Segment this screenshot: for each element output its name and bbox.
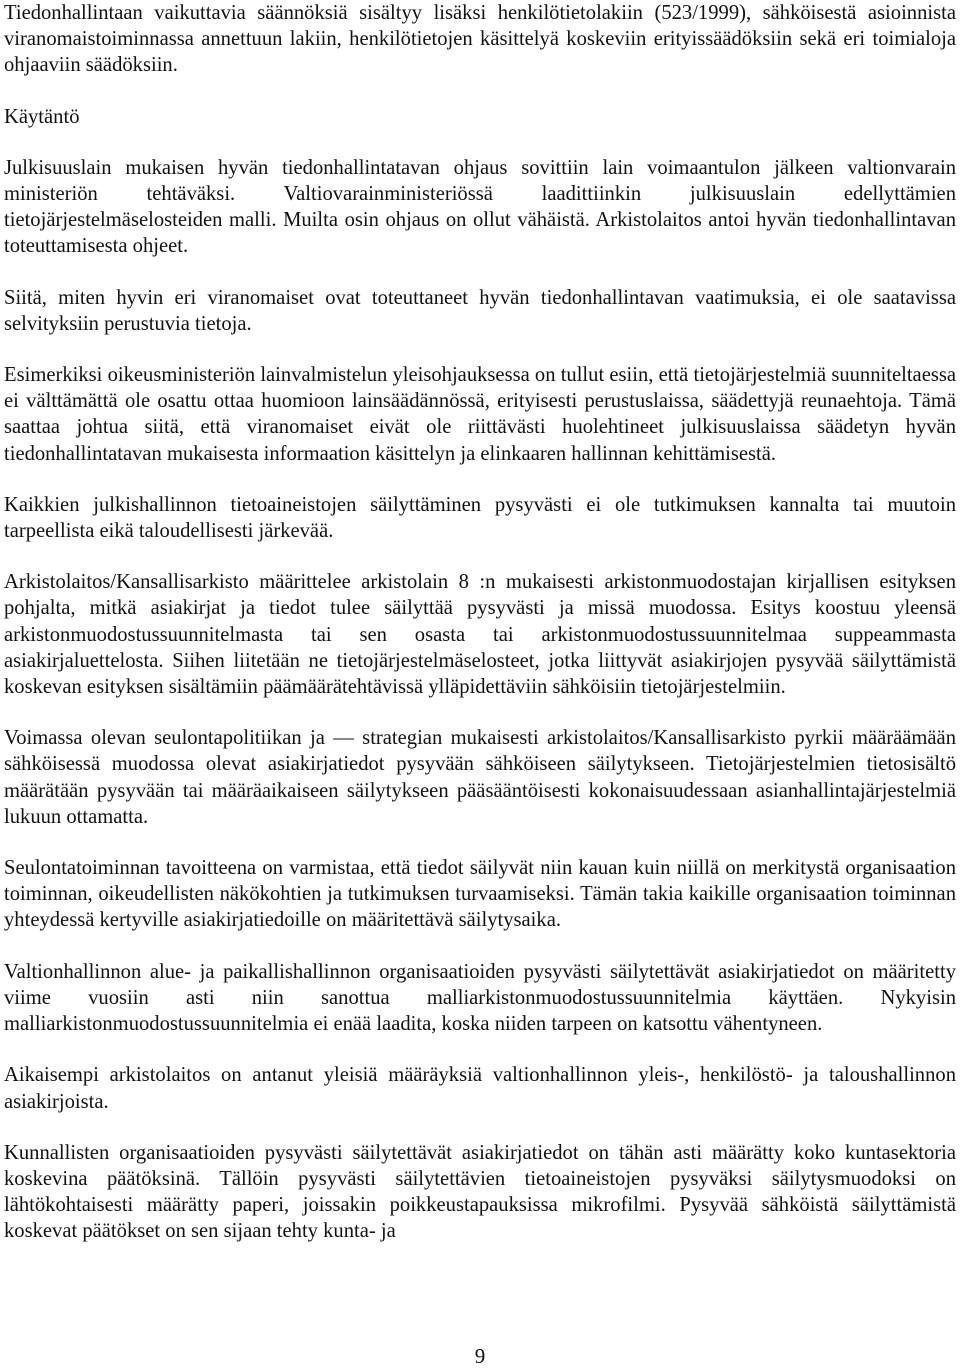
paragraph-regulations: Tiedonhallintaan vaikuttavia säännöksiä sisältyy lisäksi henkilötietolakiin (523/1999), sähköisestä asioinnista viranomaistoiminnassa annettuun lakiin, henkilötietojen käsittelyä koskeviin erityissäädöksiin sekä eri toimialoja ohjaaviin säädöksiin. [4,2,956,77]
paragraph-state-administration: Valtionhallinnon alue- ja paikallishallinnon organisaatioiden pysyvästi säilytettävät asiakirjatiedot on määritetty viime vuosiin asti niin sanottua malliarkistonmuodostussuunnitelmia käyttäen. Nykyisin malliarkistonmuodostussuunnitelmia ei enää laadita, koska niiden tarpeen on katsottu vähentyneen. [4,960,956,1036]
page-number: 9 [474,1344,486,1368]
paragraph-practice-guidance: Julkisuuslain mukaisen hyvän tiedonhallintatavan ohjaus sovittiin lain voimaantulon jälkeen valtionvarain ministeriön tehtäväksi. Valtiovarainministeriössä laadittiinkin julkisuuslain edellyttämien tietojärjestelmäselosteiden malli. Muilta osin ohjaus on ollut vähäistä. Arkistolaitos antoi hyvän tiedonhallintavan toteuttamisesta ohjeet. [4,156,956,258]
paragraph-appraisal-policy: Voimassa olevan seulontapolitiikan ja — strategian mukaisesti arkistolaitos/Kansallisarkisto pyrkii määräämään sähköisessä muodossa olevat asiakirjatiedot pysyvään sähköiseen säilytykseen. Tietojärjestelmien tietosisältö määrätään pysyvään tai määräaikaiseen säilytykseen pääsääntöisesti kokonaisuudessaan asianhallintajärjestelmiä lukuun ottamatta. [4,727,956,828]
paragraph-municipal: Kunnallisten organisaatioiden pysyvästi säilytettävät asiakirjatiedot on tähän asti määrätty koko kuntasektoria koskevina päätöksinä. Tällöin pysyvästi säilytettävien tietoaineistojen pysyväksi säilytysmuodoksi on lähtökohtaisesti määrätty paperi, joissakin poikkeustapauksissa mikrofilmi. Pysyvää sähköistä säilyttämistä koskevat päätökset on sen sijaan tehty kunta- ja [4,1141,956,1243]
paragraph-implementation: Siitä, miten hyvin eri viranomaiset ovat toteuttaneet hyvän tiedonhallintavan vaatimuksia, ei ole saatavissa selvityksiin perustuvia tietoja. [4,286,956,335]
paragraph-appraisal-goal: Seulontatoiminnan tavoitteena on varmistaa, että tiedot säilyvät niin kauan kuin niillä on merkitystä organisaation toiminnan, oikeudellisten näkökohtien ja tutkimuksen turvaamiseksi. Tämän takia kaikille organisaation toiminnan yhteydessä kertyville asiakirjatiedoille on määritettävä säilytysaika. [4,857,956,932]
section-heading-kaytanto: Käytäntö [4,105,80,128]
paragraph-example: Esimerkiksi oikeusministeriön lainvalmistelun yleisohjauksessa on tullut esiin, että tietojärjestelmiä suunniteltaessa ei välttämättä ole osattu ottaa huomioon lainsäädännössä, erityisesti perustuslaissa, säädettyjä reunaehtoja. Tämä saattaa johtua siitä, että viranomaiset eivät ole riittävästi huolehtineet julkisuuslaissa säädetyn hyvän tiedonhallintatavan mukaisesta informaation käsittelyn ja elinkaaren hallinnan kehittämisestä. [4,364,956,465]
paragraph-general-regulations: Aikaisempi arkistolaitos on antanut yleisiä määräyksiä valtionhallinnon yleis-, henkilöstö- ja taloushallinnon asiakirjoista. [4,1064,956,1113]
paragraph-national-archives: Arkistolaitos/Kansallisarkisto määrittelee arkistolain 8 :n mukaisesti arkistonmuodostajan kirjallisen esityksen pohjalta, mitkä asiakirjat ja tiedot tulee säilyttää pysyvästi ja missä muodossa. Esitys koostuu yleensä arkistonmuodostussuunnitelmasta tai sen osasta tai arkistonmuodostussuunnitelmaa suppeammasta asiakirjaluettelosta. Siihen liitetään ne tietojärjestelmäselosteet, jotka liittyvät asiakirjojen pysyvää säilyttämistä koskevan esityksen sisältämiin päämäärätehtävissä ylläpidettäviin sähköisiin tietojärjestelmiin. [4,571,956,699]
paragraph-preservation: Kaikkien julkishallinnon tietoaineistojen säilyttäminen pysyvästi ei ole tutkimuksen kannalta tai muutoin tarpeellista eikä taloudellisesti järkevää. [4,493,956,543]
